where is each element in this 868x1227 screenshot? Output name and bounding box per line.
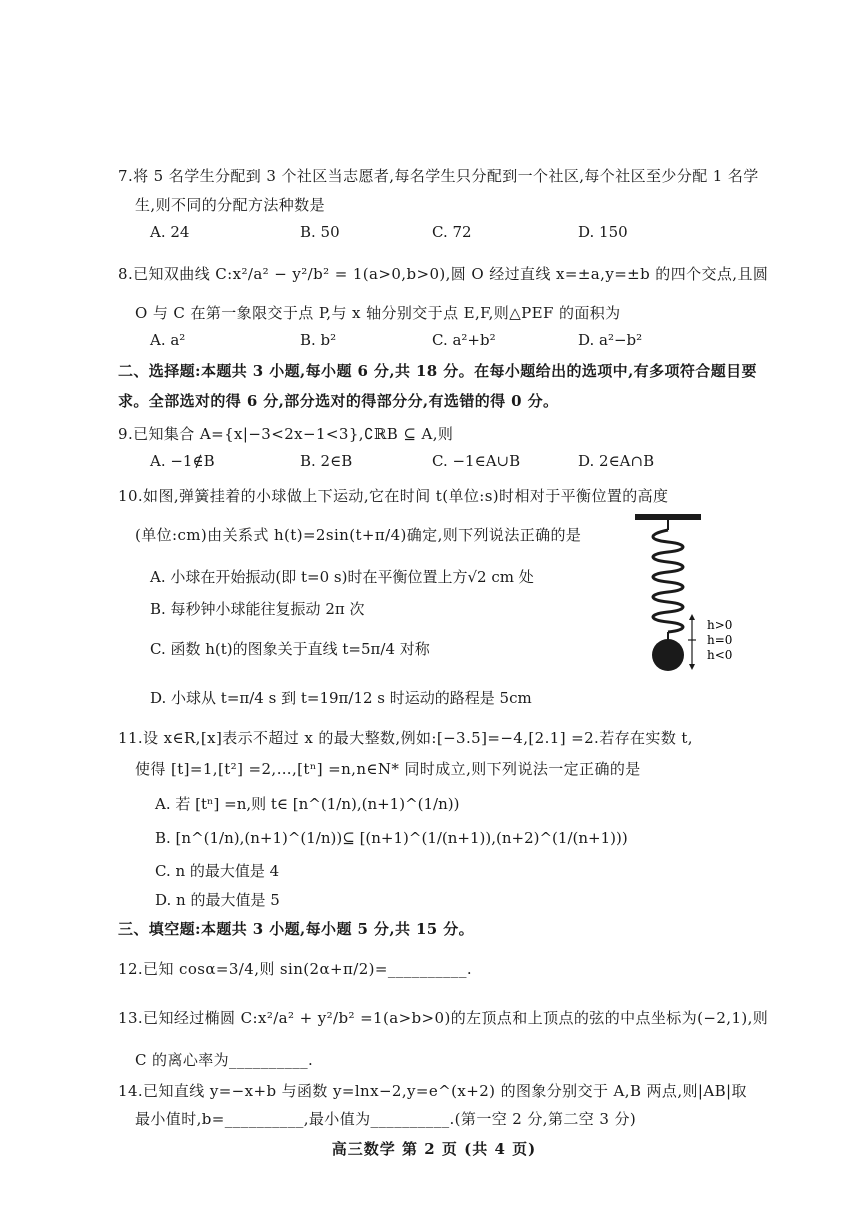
- q9-option-d: D. 2∈A∩B: [578, 452, 655, 470]
- ball: [652, 639, 684, 671]
- q9-option-a: A. −1∉B: [150, 452, 215, 470]
- label-h-positive: h>0: [707, 618, 733, 632]
- q14-line2: 最小值时,b=__________,最小值为__________.(第一空 2 分,第二空 3 分): [135, 1110, 637, 1128]
- q9-option-b: B. 2∈B: [300, 452, 353, 470]
- q7-option-c: C. 72: [432, 223, 472, 241]
- q8-line2: O 与 C 在第一象限交于点 P,与 x 轴分别交于点 E,F,则△PEF 的面积为: [135, 304, 621, 322]
- q10-option-b: B. 每秒钟小球能往复振动 2π 次: [150, 600, 365, 618]
- q7-line1: 7.将 5 名学生分配到 3 个社区当志愿者,每名学生只分配到一个社区,每个社区至少分配 1 名学: [118, 167, 759, 185]
- q8-line1: 8.已知双曲线 C:x²/a² − y²/b² = 1(a>0,b>0),圆 O 经过直线 x=±a,y=±b 的四个交点,且圆: [118, 265, 769, 283]
- label-h-zero: h=0: [707, 633, 733, 647]
- section2-heading-line1: 二、选择题:本题共 3 小题,每小题 6 分,共 18 分。在每小题给出的选项中,有多项符合题目要: [118, 362, 757, 380]
- q11-option-a: A. 若 [tⁿ] =n,则 t∈ [n^(1/n),(n+1)^(1/n)): [155, 795, 460, 813]
- q11-line2: 使得 [t]=1,[t²] =2,…,[tⁿ] =n,n∈N* 同时成立,则下列说法一定正确的是: [135, 760, 641, 778]
- q7-option-a: A. 24: [150, 223, 190, 241]
- q10-line1: 10.如图,弹簧挂着的小球做上下运动,它在时间 t(单位:s)时相对于平衡位置的高度: [118, 487, 669, 505]
- q11-line1: 11.设 x∈R,[x]表示不超过 x 的最大整数,例如:[−3.5]=−4,[2.1] =2.若存在实数 t,: [118, 729, 693, 747]
- q11-option-c: C. n 的最大值是 4: [155, 862, 280, 880]
- label-h-negative: h<0: [707, 648, 733, 662]
- spring-coil: [653, 530, 683, 632]
- ceiling-bar: [635, 514, 701, 520]
- q8-option-b: B. b²: [300, 331, 337, 349]
- q10-line2: (单位:cm)由关系式 h(t)=2sin(t+π/4)确定,则下列说法正确的是: [135, 526, 582, 544]
- q10-option-a: A. 小球在开始振动(即 t=0 s)时在平衡位置上方√2 cm 处: [150, 568, 534, 586]
- q11-option-b: B. [n^(1/n),(n+1)^(1/n))⊆ [(n+1)^(1/(n+1)),(n+2)^(1/(n+1))): [155, 829, 628, 847]
- q8-option-a: A. a²: [150, 331, 186, 349]
- q9-option-c: C. −1∈A∪B: [432, 452, 521, 470]
- arrow-down-head: [689, 664, 695, 670]
- spring-ball-figure: [630, 512, 740, 682]
- q7-option-d: D. 150: [578, 223, 628, 241]
- q7-line2: 生,则不同的分配方法种数是: [135, 196, 325, 214]
- arrow-up-head: [689, 614, 695, 620]
- q14-line1: 14.已知直线 y=−x+b 与函数 y=lnx−2,y=e^(x+2) 的图象分别交于 A,B 两点,则|AB|取: [118, 1082, 747, 1100]
- q8-option-d: D. a²−b²: [578, 331, 643, 349]
- q13-line1: 13.已知经过椭圆 C:x²/a² + y²/b² =1(a>b>0)的左顶点和上顶点的弦的中点坐标为(−2,1),则: [118, 1009, 769, 1027]
- q9-line1: 9.已知集合 A={x|−3<2x−1<3},∁ℝB ⊆ A,则: [118, 425, 454, 443]
- q10-option-c: C. 函数 h(t)的图象关于直线 t=5π/4 对称: [150, 640, 430, 658]
- q7-option-b: B. 50: [300, 223, 340, 241]
- q8-option-c: C. a²+b²: [432, 331, 496, 349]
- q10-option-d: D. 小球从 t=π/4 s 到 t=19π/12 s 时运动的路程是 5cm: [150, 689, 532, 707]
- q11-option-d: D. n 的最大值是 5: [155, 891, 280, 909]
- page-footer: 高三数学 第 2 页 (共 4 页): [331, 1140, 537, 1158]
- q12-line1: 12.已知 cosα=3/4,则 sin(2α+π/2)=__________.: [118, 960, 473, 978]
- q13-line2: C 的离心率为__________.: [135, 1051, 314, 1069]
- section2-heading-line2: 求。全部选对的得 6 分,部分选对的得部分分,有选错的得 0 分。: [118, 392, 559, 410]
- section3-heading: 三、填空题:本题共 3 小题,每小题 5 分,共 15 分。: [118, 920, 475, 938]
